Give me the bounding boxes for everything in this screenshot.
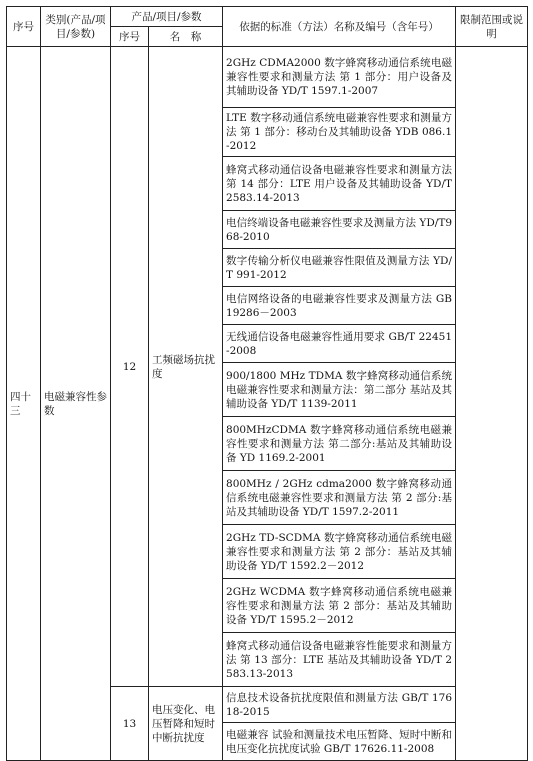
section-seq: 四十三 <box>7 47 41 761</box>
standard-cell: 电信网络设备的电磁兼容性要求及测量方法 GB 19286－2003 <box>223 287 456 325</box>
standard-cell: 800MHz / 2GHz cdma2000 数字蜂窝移动通信系统电磁兼容性要求和测量方法 第 2 部分:基站及其辅助设备 YD/T 1597.2-2011 <box>223 471 456 525</box>
section-category: 电磁兼容性参数 <box>41 47 111 761</box>
header-standard: 依据的标准（方法）名称及编号（含年号） <box>223 7 456 47</box>
header-sub-name: 名 称 <box>149 27 223 47</box>
standard-cell: 2GHz CDMA2000 数字蜂窝移动通信系统电磁兼容性要求和测量方法 第 1 部分：用户设备及其辅助设备 YD/T 1597.1-2007 <box>223 47 456 108</box>
header-seq: 序号 <box>7 7 41 47</box>
header-group: 产品/项目/参数 <box>111 7 223 27</box>
standard-cell: 900/1800 MHz TDMA 数字蜂窝移动通信系统电磁兼容性要求和测量方法：第二部分 基站及其辅助设备 YD/T 1139-2011 <box>223 363 456 417</box>
standard-cell: 信息技术设备抗扰度限值和测量方法 GB/T 17618-2015 <box>223 687 456 723</box>
item-seq: 12 <box>111 47 149 687</box>
standard-cell: 800MHzCDMA 数字蜂窝移动通信系统电磁兼容性要求和测量方法 第二部分:基站及其辅助设备 YD 1169.2-2001 <box>223 417 456 471</box>
standard-cell: 蜂窝式移动通信设备电磁兼容性要求和测量方法 第 14 部分：LTE 用户设备及其辅助设备 YD/T 2583.14-2013 <box>223 157 456 211</box>
standard-cell: 蜂窝式移动通信设备电磁兼容性能要求和测量方法 第 13 部分：LTE 基站及其辅助设备 YD/T 2583.13-2013 <box>223 633 456 687</box>
standards-table <box>6 6 528 761</box>
header-sub-seq: 序号 <box>111 27 149 47</box>
standard-cell: 无线通信设备电磁兼容性通用要求 GB/T 22451-2008 <box>223 325 456 363</box>
standard-cell: 电信终端设备电磁兼容性要求及测量方法 YD/T968-2010 <box>223 211 456 249</box>
standard-cell: LTE 数字移动通信系统电磁兼容性要求和测量方法 第 1 部分：移动台及其辅助设备 YDB 086.1-2012 <box>223 108 456 157</box>
standard-cell: 2GHz TD-SCDMA 数字蜂窝移动通信系统电磁兼容性要求和测量方法 第 2 部分：基站及其辅助设备 YD/T 1592.2－2012 <box>223 525 456 579</box>
standard-cell: 数字传输分析仪电磁兼容性限值及测量方法 YD/T 991-2012 <box>223 249 456 287</box>
header-limit: 限制范围或说明 <box>456 7 528 47</box>
standard-cell: 2GHz WCDMA 数字蜂窝移动通信系统电磁兼容性要求和测量方法 第 2 部分：基站及其辅助设备 YD/T 1595.2－2012 <box>223 579 456 633</box>
item-seq: 13 <box>111 687 149 761</box>
header-category: 类别(产品/项目/参数) <box>41 7 111 47</box>
limit-cell <box>456 47 528 761</box>
standard-cell: 电磁兼容 试验和测量技术电压暂降、短时中断和电压变化抗扰度试验 GB/T 17626.11-2008 <box>223 723 456 761</box>
item-name: 电压变化、电压暂降和短时中断抗扰度 <box>149 687 223 761</box>
item-name: 工频磁场抗扰度 <box>149 47 223 687</box>
